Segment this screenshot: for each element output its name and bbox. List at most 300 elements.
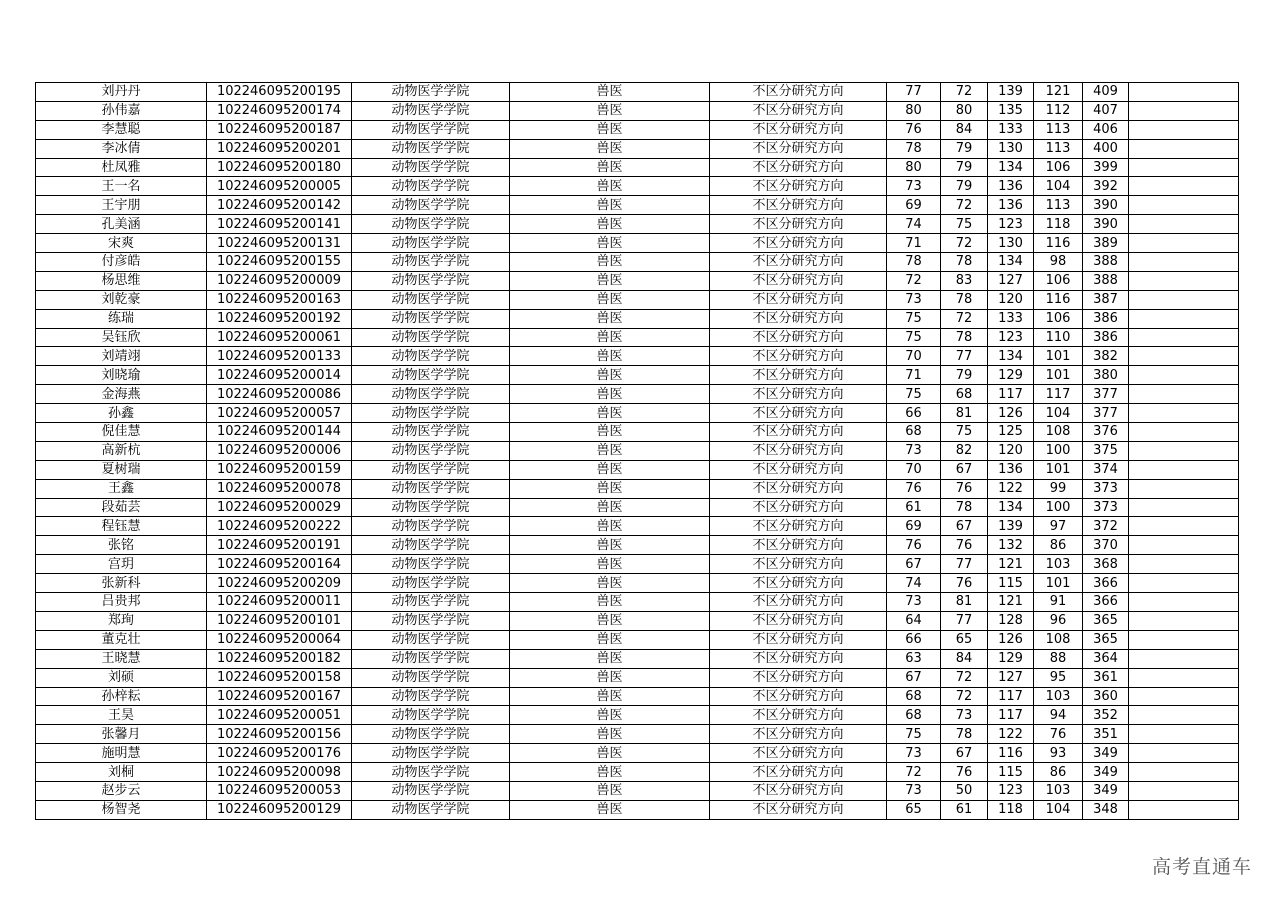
table-row <box>36 271 1239 290</box>
subject2-score-cell: 76 <box>1034 725 1083 744</box>
exam-id-cell: 102246095200222 <box>207 517 352 536</box>
table-row <box>36 725 1239 744</box>
subject2-score-cell: 110 <box>1034 328 1083 347</box>
remark-cell <box>1129 309 1239 328</box>
exam-id-cell: 102246095200011 <box>207 593 352 612</box>
name-cell: 李慧聪 <box>36 120 207 139</box>
major-cell: 兽医 <box>510 706 710 725</box>
subject2-score-cell: 100 <box>1034 498 1083 517</box>
college-cell: 动物医学学院 <box>352 479 510 498</box>
subject2-score-cell: 93 <box>1034 744 1083 763</box>
remark-cell <box>1129 215 1239 234</box>
foreign-language-score-cell: 65 <box>941 630 988 649</box>
total-score-cell: 406 <box>1083 120 1129 139</box>
exam-id-cell: 102246095200141 <box>207 215 352 234</box>
foreign-language-score-cell: 76 <box>941 574 988 593</box>
exam-id-cell: 102246095200174 <box>207 101 352 120</box>
direction-cell: 不区分研究方向 <box>710 441 887 460</box>
subject2-score-cell: 94 <box>1034 706 1083 725</box>
college-cell: 动物医学学院 <box>352 271 510 290</box>
college-cell: 动物医学学院 <box>352 593 510 612</box>
exam-id-cell: 102246095200086 <box>207 385 352 404</box>
politics-score-cell: 68 <box>887 706 941 725</box>
exam-id-cell: 102246095200163 <box>207 290 352 309</box>
exam-id-cell: 102246095200156 <box>207 725 352 744</box>
table-row <box>36 234 1239 253</box>
table-row <box>36 139 1239 158</box>
college-cell: 动物医学学院 <box>352 177 510 196</box>
remark-cell <box>1129 668 1239 687</box>
subject1-score-cell: 130 <box>988 234 1034 253</box>
foreign-language-score-cell: 73 <box>941 706 988 725</box>
total-score-cell: 365 <box>1083 630 1129 649</box>
major-cell: 兽医 <box>510 309 710 328</box>
table-row <box>36 517 1239 536</box>
table-row <box>36 328 1239 347</box>
major-cell: 兽医 <box>510 763 710 782</box>
major-cell: 兽医 <box>510 593 710 612</box>
foreign-language-score-cell: 72 <box>941 196 988 215</box>
exam-id-cell: 102246095200144 <box>207 423 352 442</box>
exam-id-cell: 102246095200061 <box>207 328 352 347</box>
remark-cell <box>1129 517 1239 536</box>
exam-id-cell: 102246095200187 <box>207 120 352 139</box>
remark-cell <box>1129 101 1239 120</box>
direction-cell: 不区分研究方向 <box>710 309 887 328</box>
total-score-cell: 366 <box>1083 574 1129 593</box>
college-cell: 动物医学学院 <box>352 83 510 102</box>
politics-score-cell: 78 <box>887 253 941 272</box>
politics-score-cell: 70 <box>887 347 941 366</box>
direction-cell: 不区分研究方向 <box>710 668 887 687</box>
remark-cell <box>1129 725 1239 744</box>
subject2-score-cell: 113 <box>1034 120 1083 139</box>
college-cell: 动物医学学院 <box>352 120 510 139</box>
subject1-score-cell: 130 <box>988 139 1034 158</box>
total-score-cell: 390 <box>1083 196 1129 215</box>
major-cell: 兽医 <box>510 441 710 460</box>
name-cell: 张馨月 <box>36 725 207 744</box>
direction-cell: 不区分研究方向 <box>710 649 887 668</box>
direction-cell: 不区分研究方向 <box>710 196 887 215</box>
total-score-cell: 368 <box>1083 555 1129 574</box>
politics-score-cell: 61 <box>887 498 941 517</box>
exam-id-cell: 102246095200180 <box>207 158 352 177</box>
name-cell: 刘靖翊 <box>36 347 207 366</box>
politics-score-cell: 74 <box>887 215 941 234</box>
college-cell: 动物医学学院 <box>352 574 510 593</box>
total-score-cell: 400 <box>1083 139 1129 158</box>
college-cell: 动物医学学院 <box>352 423 510 442</box>
name-cell: 孔美涵 <box>36 215 207 234</box>
major-cell: 兽医 <box>510 120 710 139</box>
subject2-score-cell: 113 <box>1034 139 1083 158</box>
direction-cell: 不区分研究方向 <box>710 611 887 630</box>
major-cell: 兽医 <box>510 366 710 385</box>
remark-cell <box>1129 158 1239 177</box>
college-cell: 动物医学学院 <box>352 215 510 234</box>
foreign-language-score-cell: 75 <box>941 215 988 234</box>
name-cell: 王晓慧 <box>36 649 207 668</box>
name-cell: 金海燕 <box>36 385 207 404</box>
subject2-score-cell: 101 <box>1034 366 1083 385</box>
total-score-cell: 349 <box>1083 744 1129 763</box>
major-cell: 兽医 <box>510 460 710 479</box>
table-body <box>36 83 1239 820</box>
direction-cell: 不区分研究方向 <box>710 423 887 442</box>
college-cell: 动物医学学院 <box>352 404 510 423</box>
politics-score-cell: 63 <box>887 649 941 668</box>
politics-score-cell: 73 <box>887 781 941 800</box>
direction-cell: 不区分研究方向 <box>710 536 887 555</box>
foreign-language-score-cell: 84 <box>941 120 988 139</box>
subject2-score-cell: 104 <box>1034 177 1083 196</box>
major-cell: 兽医 <box>510 328 710 347</box>
politics-score-cell: 75 <box>887 328 941 347</box>
subject2-score-cell: 100 <box>1034 441 1083 460</box>
subject2-score-cell: 99 <box>1034 479 1083 498</box>
table-row <box>36 177 1239 196</box>
table-row <box>36 706 1239 725</box>
name-cell: 刘晓瑜 <box>36 366 207 385</box>
remark-cell <box>1129 611 1239 630</box>
total-score-cell: 388 <box>1083 253 1129 272</box>
major-cell: 兽医 <box>510 347 710 366</box>
table-row <box>36 498 1239 517</box>
exam-id-cell: 102246095200182 <box>207 649 352 668</box>
college-cell: 动物医学学院 <box>352 101 510 120</box>
total-score-cell: 376 <box>1083 423 1129 442</box>
college-cell: 动物医学学院 <box>352 630 510 649</box>
table-row <box>36 536 1239 555</box>
politics-score-cell: 71 <box>887 234 941 253</box>
remark-cell <box>1129 593 1239 612</box>
foreign-language-score-cell: 77 <box>941 347 988 366</box>
name-cell: 付彦皓 <box>36 253 207 272</box>
college-cell: 动物医学学院 <box>352 781 510 800</box>
politics-score-cell: 71 <box>887 366 941 385</box>
subject2-score-cell: 113 <box>1034 196 1083 215</box>
remark-cell <box>1129 139 1239 158</box>
subject2-score-cell: 108 <box>1034 630 1083 649</box>
foreign-language-score-cell: 79 <box>941 158 988 177</box>
college-cell: 动物医学学院 <box>352 555 510 574</box>
name-cell: 郑珣 <box>36 611 207 630</box>
subject1-score-cell: 120 <box>988 290 1034 309</box>
total-score-cell: 352 <box>1083 706 1129 725</box>
exam-id-cell: 102246095200029 <box>207 498 352 517</box>
college-cell: 动物医学学院 <box>352 196 510 215</box>
subject1-score-cell: 122 <box>988 479 1034 498</box>
politics-score-cell: 75 <box>887 725 941 744</box>
foreign-language-score-cell: 78 <box>941 328 988 347</box>
politics-score-cell: 69 <box>887 517 941 536</box>
major-cell: 兽医 <box>510 158 710 177</box>
college-cell: 动物医学学院 <box>352 517 510 536</box>
politics-score-cell: 78 <box>887 139 941 158</box>
college-cell: 动物医学学院 <box>352 441 510 460</box>
table-row <box>36 781 1239 800</box>
total-score-cell: 388 <box>1083 271 1129 290</box>
foreign-language-score-cell: 72 <box>941 234 988 253</box>
total-score-cell: 365 <box>1083 611 1129 630</box>
table-row <box>36 83 1239 102</box>
direction-cell: 不区分研究方向 <box>710 763 887 782</box>
table-row <box>36 253 1239 272</box>
subject1-score-cell: 135 <box>988 101 1034 120</box>
major-cell: 兽医 <box>510 725 710 744</box>
direction-cell: 不区分研究方向 <box>710 271 887 290</box>
exam-id-cell: 102246095200191 <box>207 536 352 555</box>
foreign-language-score-cell: 84 <box>941 649 988 668</box>
foreign-language-score-cell: 68 <box>941 385 988 404</box>
subject1-score-cell: 121 <box>988 593 1034 612</box>
total-score-cell: 372 <box>1083 517 1129 536</box>
direction-cell: 不区分研究方向 <box>710 479 887 498</box>
subject2-score-cell: 98 <box>1034 253 1083 272</box>
foreign-language-score-cell: 78 <box>941 725 988 744</box>
subject1-score-cell: 132 <box>988 536 1034 555</box>
subject1-score-cell: 136 <box>988 177 1034 196</box>
table-row <box>36 649 1239 668</box>
table-row <box>36 611 1239 630</box>
subject2-score-cell: 86 <box>1034 763 1083 782</box>
direction-cell: 不区分研究方向 <box>710 83 887 102</box>
politics-score-cell: 70 <box>887 460 941 479</box>
exam-id-cell: 102246095200005 <box>207 177 352 196</box>
name-cell: 王宇朋 <box>36 196 207 215</box>
table-row <box>36 101 1239 120</box>
major-cell: 兽医 <box>510 215 710 234</box>
table-row <box>36 366 1239 385</box>
subject2-score-cell: 91 <box>1034 593 1083 612</box>
name-cell: 段茹芸 <box>36 498 207 517</box>
major-cell: 兽医 <box>510 555 710 574</box>
total-score-cell: 386 <box>1083 309 1129 328</box>
total-score-cell: 377 <box>1083 385 1129 404</box>
remark-cell <box>1129 479 1239 498</box>
major-cell: 兽医 <box>510 196 710 215</box>
remark-cell <box>1129 253 1239 272</box>
exam-id-cell: 102246095200164 <box>207 555 352 574</box>
total-score-cell: 349 <box>1083 763 1129 782</box>
foreign-language-score-cell: 76 <box>941 763 988 782</box>
foreign-language-score-cell: 72 <box>941 687 988 706</box>
table-row <box>36 744 1239 763</box>
politics-score-cell: 67 <box>887 668 941 687</box>
subject1-score-cell: 129 <box>988 649 1034 668</box>
major-cell: 兽医 <box>510 423 710 442</box>
subject2-score-cell: 95 <box>1034 668 1083 687</box>
total-score-cell: 392 <box>1083 177 1129 196</box>
subject2-score-cell: 116 <box>1034 234 1083 253</box>
subject1-score-cell: 123 <box>988 215 1034 234</box>
foreign-language-score-cell: 50 <box>941 781 988 800</box>
major-cell: 兽医 <box>510 479 710 498</box>
table-row <box>36 668 1239 687</box>
foreign-language-score-cell: 83 <box>941 271 988 290</box>
subject1-score-cell: 129 <box>988 366 1034 385</box>
total-score-cell: 375 <box>1083 441 1129 460</box>
subject2-score-cell: 106 <box>1034 271 1083 290</box>
subject2-score-cell: 103 <box>1034 687 1083 706</box>
subject2-score-cell: 112 <box>1034 101 1083 120</box>
total-score-cell: 409 <box>1083 83 1129 102</box>
major-cell: 兽医 <box>510 498 710 517</box>
remark-cell <box>1129 536 1239 555</box>
foreign-language-score-cell: 75 <box>941 423 988 442</box>
exam-id-cell: 102246095200053 <box>207 781 352 800</box>
college-cell: 动物医学学院 <box>352 687 510 706</box>
college-cell: 动物医学学院 <box>352 290 510 309</box>
subject2-score-cell: 116 <box>1034 290 1083 309</box>
major-cell: 兽医 <box>510 253 710 272</box>
major-cell: 兽医 <box>510 800 710 819</box>
foreign-language-score-cell: 78 <box>941 498 988 517</box>
major-cell: 兽医 <box>510 234 710 253</box>
name-cell: 施明慧 <box>36 744 207 763</box>
name-cell: 刘桐 <box>36 763 207 782</box>
college-cell: 动物医学学院 <box>352 347 510 366</box>
remark-cell <box>1129 574 1239 593</box>
politics-score-cell: 66 <box>887 404 941 423</box>
remark-cell <box>1129 290 1239 309</box>
name-cell: 张铭 <box>36 536 207 555</box>
direction-cell: 不区分研究方向 <box>710 630 887 649</box>
table-row <box>36 120 1239 139</box>
foreign-language-score-cell: 76 <box>941 479 988 498</box>
subject1-score-cell: 134 <box>988 498 1034 517</box>
subject1-score-cell: 123 <box>988 781 1034 800</box>
remark-cell <box>1129 498 1239 517</box>
table-row <box>36 309 1239 328</box>
direction-cell: 不区分研究方向 <box>710 158 887 177</box>
name-cell: 刘硕 <box>36 668 207 687</box>
subject1-score-cell: 128 <box>988 611 1034 630</box>
remark-cell <box>1129 271 1239 290</box>
foreign-language-score-cell: 67 <box>941 460 988 479</box>
college-cell: 动物医学学院 <box>352 385 510 404</box>
subject1-score-cell: 139 <box>988 83 1034 102</box>
name-cell: 杨思维 <box>36 271 207 290</box>
subject1-score-cell: 117 <box>988 385 1034 404</box>
exam-id-cell: 102246095200051 <box>207 706 352 725</box>
politics-score-cell: 72 <box>887 271 941 290</box>
direction-cell: 不区分研究方向 <box>710 593 887 612</box>
exam-id-cell: 102246095200209 <box>207 574 352 593</box>
subject1-score-cell: 117 <box>988 687 1034 706</box>
total-score-cell: 361 <box>1083 668 1129 687</box>
major-cell: 兽医 <box>510 83 710 102</box>
remark-cell <box>1129 234 1239 253</box>
direction-cell: 不区分研究方向 <box>710 385 887 404</box>
politics-score-cell: 64 <box>887 611 941 630</box>
foreign-language-score-cell: 79 <box>941 366 988 385</box>
college-cell: 动物医学学院 <box>352 763 510 782</box>
subject1-score-cell: 116 <box>988 744 1034 763</box>
table-row <box>36 290 1239 309</box>
total-score-cell: 351 <box>1083 725 1129 744</box>
total-score-cell: 399 <box>1083 158 1129 177</box>
name-cell: 李冰倩 <box>36 139 207 158</box>
politics-score-cell: 73 <box>887 744 941 763</box>
remark-cell <box>1129 441 1239 460</box>
exam-id-cell: 102246095200159 <box>207 460 352 479</box>
name-cell: 吕贵邦 <box>36 593 207 612</box>
subject2-score-cell: 104 <box>1034 404 1083 423</box>
major-cell: 兽医 <box>510 101 710 120</box>
name-cell: 杨智尧 <box>36 800 207 819</box>
total-score-cell: 390 <box>1083 215 1129 234</box>
remark-cell <box>1129 800 1239 819</box>
table-row <box>36 630 1239 649</box>
major-cell: 兽医 <box>510 611 710 630</box>
college-cell: 动物医学学院 <box>352 725 510 744</box>
name-cell: 赵步云 <box>36 781 207 800</box>
subject1-score-cell: 134 <box>988 158 1034 177</box>
major-cell: 兽医 <box>510 668 710 687</box>
remark-cell <box>1129 196 1239 215</box>
politics-score-cell: 76 <box>887 536 941 555</box>
subject1-score-cell: 117 <box>988 706 1034 725</box>
exam-id-cell: 102246095200129 <box>207 800 352 819</box>
foreign-language-score-cell: 72 <box>941 83 988 102</box>
politics-score-cell: 80 <box>887 101 941 120</box>
remark-cell <box>1129 83 1239 102</box>
direction-cell: 不区分研究方向 <box>710 517 887 536</box>
total-score-cell: 370 <box>1083 536 1129 555</box>
exam-id-cell: 102246095200009 <box>207 271 352 290</box>
total-score-cell: 386 <box>1083 328 1129 347</box>
name-cell: 董克壮 <box>36 630 207 649</box>
politics-score-cell: 75 <box>887 309 941 328</box>
remark-cell <box>1129 781 1239 800</box>
politics-score-cell: 80 <box>887 158 941 177</box>
subject1-score-cell: 136 <box>988 196 1034 215</box>
politics-score-cell: 73 <box>887 290 941 309</box>
subject2-score-cell: 101 <box>1034 460 1083 479</box>
politics-score-cell: 76 <box>887 120 941 139</box>
direction-cell: 不区分研究方向 <box>710 781 887 800</box>
college-cell: 动物医学学院 <box>352 309 510 328</box>
total-score-cell: 380 <box>1083 366 1129 385</box>
total-score-cell: 349 <box>1083 781 1129 800</box>
direction-cell: 不区分研究方向 <box>710 366 887 385</box>
exam-id-cell: 102246095200133 <box>207 347 352 366</box>
foreign-language-score-cell: 81 <box>941 593 988 612</box>
major-cell: 兽医 <box>510 536 710 555</box>
college-cell: 动物医学学院 <box>352 234 510 253</box>
remark-cell <box>1129 649 1239 668</box>
exam-id-cell: 102246095200064 <box>207 630 352 649</box>
table-row <box>36 441 1239 460</box>
foreign-language-score-cell: 77 <box>941 555 988 574</box>
subject2-score-cell: 101 <box>1034 347 1083 366</box>
remark-cell <box>1129 706 1239 725</box>
remark-cell <box>1129 328 1239 347</box>
exam-id-cell: 102246095200006 <box>207 441 352 460</box>
politics-score-cell: 73 <box>887 177 941 196</box>
subject1-score-cell: 126 <box>988 630 1034 649</box>
subject2-score-cell: 118 <box>1034 215 1083 234</box>
foreign-language-score-cell: 79 <box>941 139 988 158</box>
exam-id-cell: 102246095200201 <box>207 139 352 158</box>
total-score-cell: 374 <box>1083 460 1129 479</box>
college-cell: 动物医学学院 <box>352 536 510 555</box>
college-cell: 动物医学学院 <box>352 253 510 272</box>
foreign-language-score-cell: 72 <box>941 668 988 687</box>
score-table <box>35 82 1239 820</box>
